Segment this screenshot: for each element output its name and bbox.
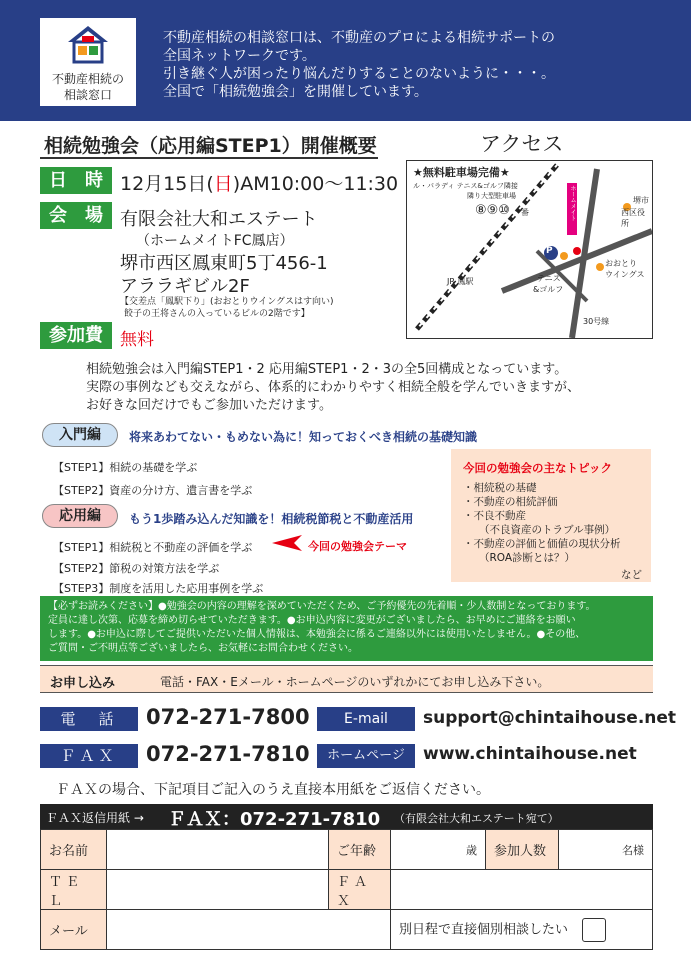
mail-field[interactable] — [107, 910, 391, 950]
map-city-office-2: 西区役所 — [621, 208, 645, 228]
form-header-to: （有限会社大和エステート宛て） — [394, 812, 559, 825]
notice-line: ご質問・ご不明点等ございましたら、お気軽にお問合わせください。 — [48, 643, 358, 654]
logo-text-line1: 不動産相続の — [51, 72, 124, 86]
access-map — [406, 160, 653, 339]
topic-item: ・相続税の基礎 — [463, 482, 537, 494]
email-address[interactable]: support@chintaihouse.net — [423, 708, 677, 728]
tel-form-label: ＴＥＬ — [41, 870, 107, 910]
people-field[interactable] — [559, 830, 653, 870]
header-line-3: 引き継ぐ人が困ったり悩んだりすることのないように・・・。 — [163, 66, 555, 82]
intro-line-1: 相続勉強会は入門編STEP1・2 応用編STEP1・2・3の全5回構成となっています。 — [86, 362, 568, 377]
map-station: JR 鳳駅 — [447, 277, 474, 286]
date-label: 日 時 — [40, 167, 112, 194]
house-logo-icon — [66, 24, 110, 64]
theme-arrow-icon — [272, 535, 302, 551]
date-day: 日 — [213, 173, 233, 195]
topics-etc: など — [621, 569, 642, 581]
fee-label: 参加費 — [40, 322, 112, 349]
advanced-step-1: 【STEP1】相続税と不動産の評価を学ぶ — [53, 541, 253, 554]
mail-label: メール — [41, 910, 107, 950]
map-route: 30号線 — [583, 317, 610, 326]
intro-line-2: 実際の事例なども交えながら、体系的にわかりやすく相続全般を学んでいきますが、 — [86, 380, 581, 395]
venue-note-2: 餃子の王将さんの入っているビルの2階です】 — [124, 309, 310, 319]
apply-bar — [40, 665, 653, 693]
advanced-desc: もう1歩踏み込んだ知識を！相続税節税と不動産活用 — [129, 512, 414, 526]
theme-label: 今回の勉強会テーマ — [308, 540, 407, 553]
map-city-office-1: 堺市 — [633, 196, 649, 205]
web-address[interactable]: www.chintaihouse.net — [423, 744, 637, 764]
access-title: アクセス — [480, 132, 564, 156]
overview-title-underline — [40, 157, 378, 159]
fax-reply-form — [40, 829, 653, 950]
venue-sub: （ホームメイトFC鳳店） — [136, 233, 294, 249]
notice-line: 定員に達し次第、応募を締め切らせていただきます。●お申込内容に変更がございましたら、お早めにご連絡をお願い — [48, 615, 576, 626]
venue-name: 有限会社大和エステート — [120, 209, 318, 230]
venue-address-1: 堺市西区鳳東町5丁456-1 — [120, 253, 328, 274]
logo-text-line2: 相談窓口 — [63, 88, 112, 102]
notice-box — [40, 596, 653, 661]
basic-step-1: 【STEP1】相続の基礎を学ぶ — [53, 461, 198, 474]
name-field[interactable] — [107, 830, 329, 870]
topics-box — [451, 449, 651, 582]
map-tennis-2: &ゴルフ — [533, 285, 564, 294]
fax-label: ＦＡＸ — [40, 744, 138, 768]
topic-item: ・不動産の相続評価 — [463, 496, 558, 508]
map-parking-note: ル・パラディ テニス&ゴルフ隣接 — [413, 182, 518, 190]
email-label: E-mail — [317, 707, 415, 731]
topics-title: 今回の勉強会の主なトピック — [463, 461, 613, 475]
map-tennis-1: テニス — [537, 274, 561, 283]
topic-item: （ROA診断とは？） — [479, 552, 576, 564]
age-field[interactable] — [391, 830, 486, 870]
map-p-mark: P — [546, 246, 553, 256]
header-line-1: 不動産相続の相談窓口は、不動産のプロによる相続サポートの — [163, 30, 555, 46]
map-parking-nums: ⑧⑨⑩ — [475, 203, 510, 218]
tel-label: 電 話 — [40, 707, 138, 731]
intro-line-3: お好きな回だけでもご参加いただけます。 — [86, 398, 332, 413]
fax-form-header — [40, 804, 653, 829]
people-unit: 名様 — [622, 843, 644, 857]
map-homemate-label: ホームメイト — [569, 185, 576, 221]
overview-title: 相続勉強会（応用編STEP1）開催概要 — [44, 135, 377, 157]
advanced-step-3: 【STEP3】制度を活用した応用事例を学ぶ — [53, 582, 264, 595]
name-label: お名前 — [41, 830, 107, 870]
venue-label: 会 場 — [40, 202, 112, 229]
notice-line: 【必ずお読みください】●勉強会の内容の理解を深めていただくため、ご予約優先の先着順・少人数制となっております。 — [48, 601, 596, 612]
fax-number: 072-271-7810 — [146, 742, 310, 766]
basic-step-2: 【STEP2】資産の分け方、遺言書を学ぶ — [53, 484, 253, 497]
venue-address-2: アララギビル2F — [120, 276, 250, 297]
map-wings-1: おおとり — [605, 259, 637, 268]
logo — [40, 18, 136, 106]
fax-note: ＦＡＸの場合、下記項目ご記入のうえ直接本用紙をご返信ください。 — [56, 782, 490, 798]
tel-number[interactable]: 072-271-7800 — [146, 705, 310, 729]
advanced-label: 応用編 — [42, 504, 118, 528]
age-label: ご年齢 — [329, 830, 391, 870]
web-label: ホームページ — [317, 744, 415, 768]
topic-item: ・不動産の評価と価値の現状分析 — [463, 538, 621, 550]
notice-line: します。●お申込に際してご提供いただいた個人情報は、本勉強会に係るご連絡以外には使用いたしません。●その他、 — [48, 629, 586, 640]
basic-desc: 将来あわてない・もめない為に！知っておくべき相続の基礎知識 — [129, 430, 478, 444]
header-line-2: 全国ネットワークです。 — [163, 48, 316, 64]
fee-value: 無料 — [120, 330, 154, 350]
topic-item: （不良資産のトラブル事例） — [479, 524, 616, 536]
advanced-step-2: 【STEP2】節税の対策方法を学ぶ — [53, 562, 220, 575]
tel-field[interactable] — [107, 870, 329, 910]
map-parking-title: ★無料駐車場完備★ — [413, 166, 510, 179]
basic-label: 入門編 — [42, 423, 118, 447]
form-header-label: ＦＡＸ返信用紙 → — [46, 811, 144, 825]
fax-form-label: ＦＡＸ — [329, 870, 391, 910]
apply-text: 電話・FAX・Eメール・ホームページのいずれかにてお申し込み下さい。 — [160, 675, 550, 689]
map-parking-ban: 番 — [521, 208, 529, 217]
fax-field[interactable] — [391, 870, 653, 910]
map-parking-note2: 隣り大型駐車場 — [467, 192, 516, 200]
header-line-4: 全国で「相続勉強会」を開催しています。 — [163, 84, 428, 100]
apply-label: お申し込み — [50, 676, 116, 691]
consult-checkbox[interactable] — [582, 918, 606, 942]
date-value: 12月15日(日)AM10:00～11:30 — [120, 173, 399, 195]
topic-item: ・不良不動産 — [463, 510, 526, 522]
form-header-fax: ＦＡＸ：072-271-7810 — [168, 809, 381, 830]
people-label: 参加人数 — [486, 830, 559, 870]
venue-note-1: 【交差点「鳳駅下り」(おおとりウイングスはす向い) — [120, 297, 334, 307]
map-wings-2: ウイングス — [605, 270, 645, 279]
consult-cell — [391, 910, 653, 950]
consult-label: 別日程で直接個別相談したい — [399, 922, 569, 937]
age-unit: 歳 — [466, 843, 477, 857]
